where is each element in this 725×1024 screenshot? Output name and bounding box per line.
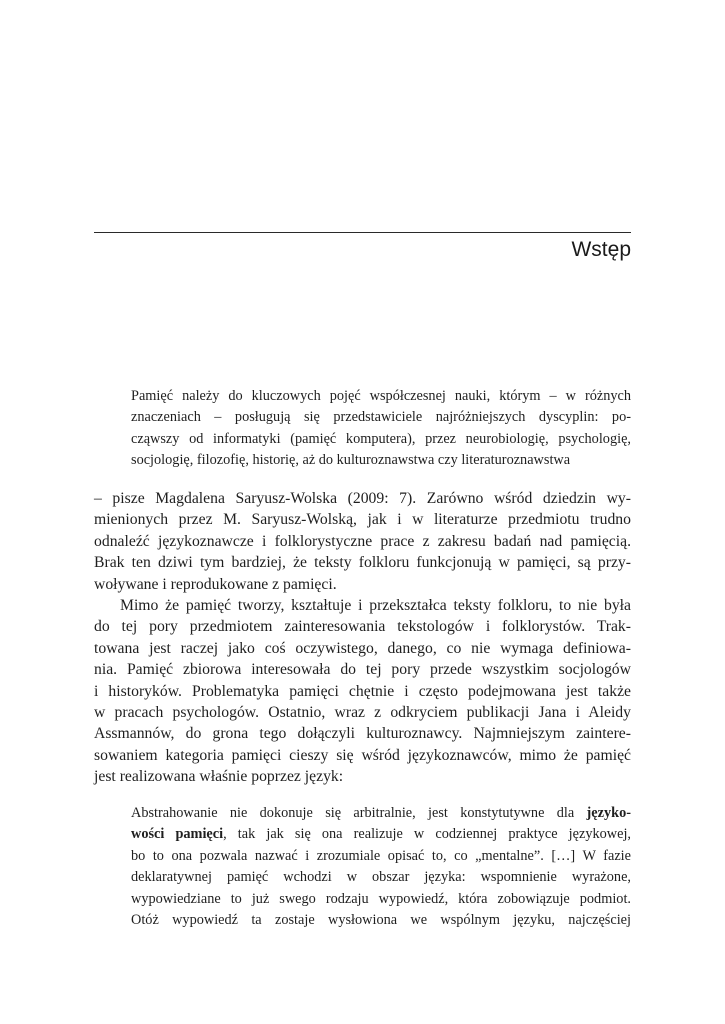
quote-2-text: , tak jak się ona realizuje w codziennej praktyce językowej, xyxy=(223,826,631,843)
paragraph-line: nia. Pamięć zbiorowa interesowała do tej pory przede wszystkim socjologów xyxy=(94,661,631,679)
quote-2-line: bo to ona pozwala nazwać i zrozumiale opisać to, co „mentalne”. […] W fazie xyxy=(131,847,631,864)
section-title: Wstęp xyxy=(571,238,631,261)
paragraph-line: w pracach psychologów. Ostatnio, wraz z odkryciem publikacji Jana i Aleidy xyxy=(94,704,631,722)
quote-1-line: Pamięć należy do kluczowych pojęć współczesnej nauki, którym – w różnych xyxy=(131,388,631,404)
quote-2-emphasis: wości pamięci xyxy=(131,826,224,843)
paragraph-line: jest realizowana właśnie poprzez język: xyxy=(94,768,344,786)
quote-1-line: socjologię, filozofię, historię, aż do kulturoznawstwa czy literaturoznawstwa xyxy=(131,452,571,469)
quote-2-line xyxy=(131,803,631,824)
paragraph-line: do tej pory przedmiotem zainteresowania tekstologów i folklorystów. Trak- xyxy=(94,618,631,636)
block-quote-1 xyxy=(131,386,631,472)
paragraph-line: towana jest raczej jako coś oczywistego, danego, co nie wymaga definiowa- xyxy=(94,639,631,657)
paragraph-2 xyxy=(94,595,631,788)
header-rule xyxy=(94,232,631,233)
block-quote-2 xyxy=(131,803,631,931)
paragraph-line: mienionych przez M. Saryusz-Wolską, jak i w literaturze przedmiotu trudno xyxy=(94,511,631,529)
paragraph-line: Mimo że pamięć tworzy, kształtuje i przekształca teksty folkloru, to nie była xyxy=(120,597,631,615)
quote-2-line: wypowiedziane to już swego rodzaju wypowiedź, która zobowiązuje podmiot. xyxy=(131,890,631,907)
quote-1-line: cząwszy od informatyki (pamięć komputera), przez neurobiologię, psychologię, xyxy=(131,430,631,447)
paragraph-line: i historyków. Problematyka pamięci chętnie i często podejmowana jest także xyxy=(94,682,631,700)
paragraph-line: Assmannów, do grona tego dołączyli kulturoznawcy. Najmniejszym zaintere- xyxy=(94,725,631,743)
quote-2-line: deklaratywnej pamięć wchodzi w obszar języka: wspomnienie wyrażone, xyxy=(131,869,631,886)
quote-2-line xyxy=(131,824,631,845)
paragraph-line: woływane i reprodukowane z pamięci. xyxy=(94,575,337,593)
quote-2-text: Abstrahowanie nie dokonuje się arbitralnie, jest konstytutywne dla xyxy=(131,805,587,821)
paragraph-line: – pisze Magdalena Saryusz-Wolska (2009: 7). Zarówno wśród dziedzin wy- xyxy=(94,490,631,507)
quote-1-line: znaczeniach – posługują się przedstawiciele najróżniejszych dyscyplin: po- xyxy=(131,409,631,426)
paragraph-1 xyxy=(94,488,631,595)
paragraph-line: Brak ten dziwi tym bardziej, że teksty folkloru funkcjonują w pamięci, są przy- xyxy=(94,554,631,572)
quote-2-emphasis: języko- xyxy=(586,805,631,821)
paragraph-line: odnaleźć językoznawcze i folklorystyczne prace z zakresu badań nad pamięcią. xyxy=(94,532,631,550)
quote-2-line: Otóż wypowiedź ta zostaje wysłowiona we wspólnym języku, najczęściej xyxy=(131,912,631,929)
body-text xyxy=(94,488,631,788)
paragraph-line: sowaniem kategoria pamięci cieszy się wśród językoznawców, mimo że pamięć xyxy=(94,746,631,764)
